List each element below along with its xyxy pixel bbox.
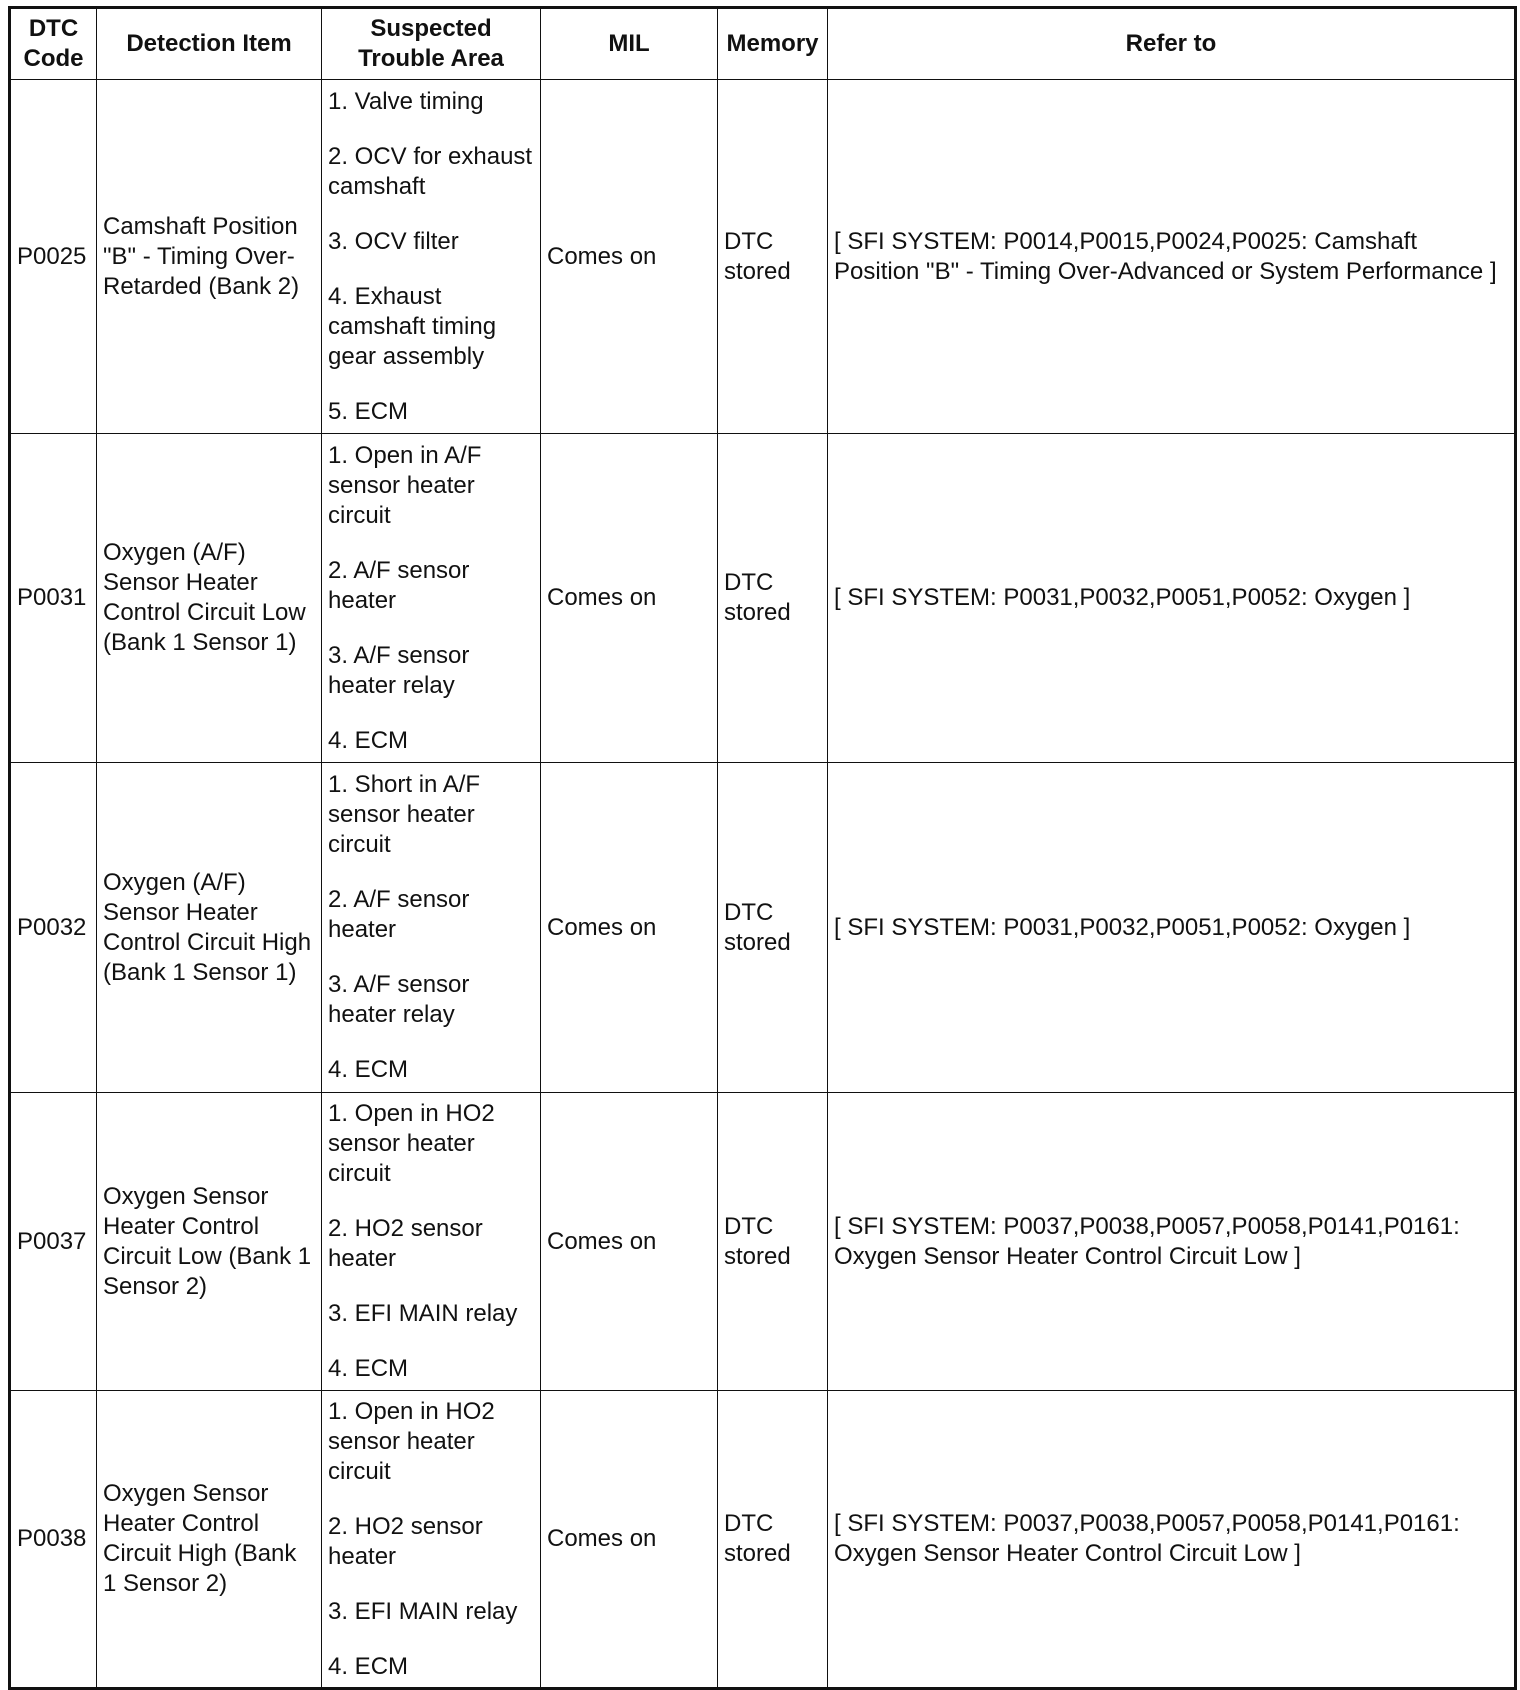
table-row [10,1391,1516,1689]
dtc-code-cell: P0038 [10,1391,97,1689]
refer-to-link[interactable]: [ SFI SYSTEM: P0031,P0032,P0051,P0052: Oxygen ] [828,763,1516,1093]
dtc-code-cell: P0037 [10,1093,97,1391]
trouble-item: 1. Valve timing [328,87,484,115]
table-header-row [10,8,1516,80]
detection-item-cell: Oxygen Sensor Heater Control Circuit Low (Bank 1 Sensor 2) [97,1093,322,1391]
refer-to-link[interactable]: [ SFI SYSTEM: P0031,P0032,P0051,P0052: Oxygen ] [828,434,1516,763]
suspected-trouble-area-cell [322,1391,541,1689]
trouble-item: 3. A/F sensor heater relay [328,641,470,699]
header-detection-item: Detection Item [97,8,322,80]
detection-item-cell: Oxygen (A/F) Sensor Heater Control Circuit High (Bank 1 Sensor 1) [97,763,322,1093]
trouble-item: 1. Open in HO2 sensor heater circuit [328,1397,495,1485]
header-refer-to: Refer to [828,8,1516,80]
table-row [10,763,1516,1093]
mil-cell: Comes on [541,1391,718,1689]
mil-cell: Comes on [541,1093,718,1391]
memory-cell: DTC stored [718,1093,828,1391]
trouble-list [328,87,534,427]
trouble-item: 3. EFI MAIN relay [328,1597,518,1625]
table-row [10,1093,1516,1391]
trouble-item: 3. EFI MAIN relay [328,1300,518,1327]
trouble-list [328,770,534,1085]
memory-cell: DTC stored [718,1391,828,1689]
suspected-trouble-area-cell [322,80,541,434]
memory-cell: DTC stored [718,434,828,763]
trouble-item: 4. Exhaust camshaft timing gear assembly [328,282,497,370]
trouble-item: 2. A/F sensor heater [328,556,470,614]
memory-cell: DTC stored [718,80,828,434]
trouble-item: 3. OCV filter [328,227,459,255]
trouble-item: 2. HO2 sensor heater [328,1512,483,1570]
refer-to-link[interactable]: [ SFI SYSTEM: P0037,P0038,P0057,P0058,P0141,P0161: Oxygen Sensor Heater Control Circuit Low ] [828,1391,1516,1689]
suspected-trouble-area-cell [322,763,541,1093]
mil-cell: Comes on [541,80,718,434]
table-row [10,80,1516,434]
refer-to-link[interactable]: [ SFI SYSTEM: P0014,P0015,P0024,P0025: Camshaft Position "B" - Timing Over-Advanced or System Performance ] [828,80,1516,434]
mil-cell: Comes on [541,763,718,1093]
trouble-item: 4. ECM [328,1355,409,1382]
trouble-item: 2. HO2 sensor heater [328,1215,483,1272]
detection-item-cell: Oxygen (A/F) Sensor Heater Control Circuit Low (Bank 1 Sensor 1) [97,434,322,763]
mil-cell: Comes on [541,434,718,763]
dtc-code-cell: P0032 [10,763,97,1093]
trouble-list [328,1397,534,1682]
trouble-item: 5. ECM [328,397,409,425]
trouble-item: 1. Open in HO2 sensor heater circuit [328,1100,495,1187]
trouble-list [328,1099,534,1384]
suspected-trouble-area-cell [322,1093,541,1391]
trouble-item: 4. ECM [328,1056,409,1083]
trouble-item: 3. A/F sensor heater relay [328,971,470,1028]
header-dtc-code: DTC Code [10,8,97,80]
header-suspected-trouble-area: Suspected Trouble Area [322,8,541,80]
trouble-item: 2. A/F sensor heater [328,886,470,943]
header-mil: MIL [541,8,718,80]
detection-item-cell: Camshaft Position "B" - Timing Over-Retarded (Bank 2) [97,80,322,434]
trouble-item: 1. Short in A/F sensor heater circuit [328,771,481,858]
table-row [10,434,1516,763]
trouble-item: 4. ECM [328,1652,409,1680]
memory-cell: DTC stored [718,763,828,1093]
detection-item-cell: Oxygen Sensor Heater Control Circuit High (Bank 1 Sensor 2) [97,1391,322,1689]
trouble-item: 2. OCV for exhaust camshaft [328,142,533,200]
suspected-trouble-area-cell [322,434,541,763]
dtc-code-cell: P0025 [10,80,97,434]
header-memory: Memory [718,8,828,80]
dtc-table [8,6,1517,1690]
trouble-list [328,441,534,756]
dtc-code-cell: P0031 [10,434,97,763]
refer-to-link[interactable]: [ SFI SYSTEM: P0037,P0038,P0057,P0058,P0141,P0161: Oxygen Sensor Heater Control Circuit Low ] [828,1093,1516,1391]
trouble-item: 4. ECM [328,726,409,754]
trouble-item: 1. Open in A/F sensor heater circuit [328,441,482,529]
